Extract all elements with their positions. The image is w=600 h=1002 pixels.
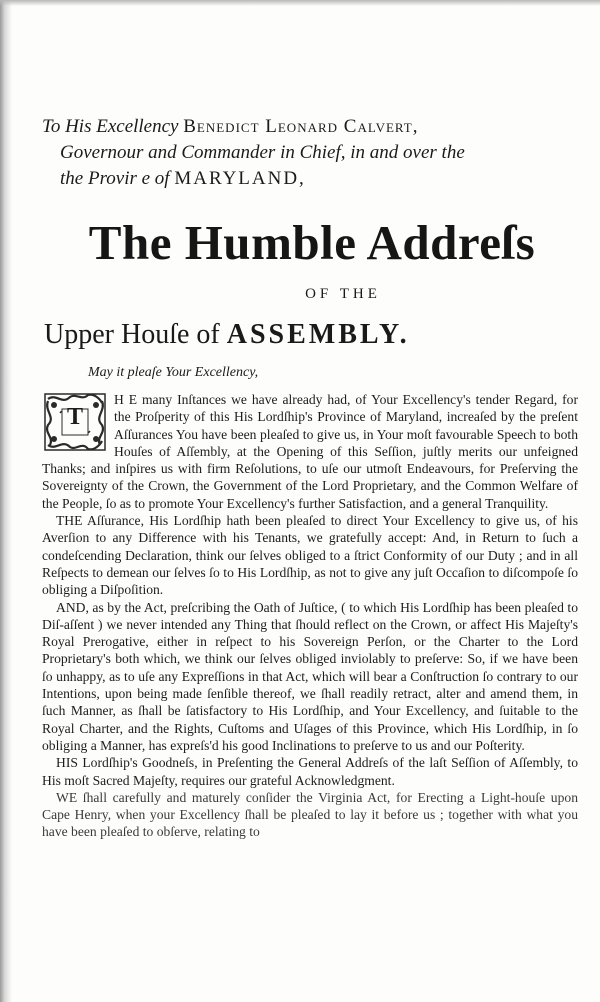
paragraph-3: AND, as by the Act, preſcribing the Oath of Juſtice, ( to which His Lordſhip has been pleaſed to Diſ-aſſent ) we never intended any Thing that ſhould reflect on the Crown, or affect His Majeſty's Royal Prerogative, either in reſpect to his Sovereign Perſon, or the Charter to the Lord Proprietary's both which, we think our ſelves obliged inviolably to preſerve: So, if we have been ſo unhappy, as to uſe any Expreſſions in that Act, which will bear a Conſtruction ſo contrary to our Intentions, upon being made ſenſible thereof, we ſhall readily retract, alter and amend them, in ſuch Manner, as ſhall be ſatisfactory to His Lordſhip, and Your Excellency, and ſuitable to the Royal Charter, and the Rights, Cuſtoms and Uſages of this Province, which His Lordſhip, in ſo obliging a Manner, has expreſs'd his good Inclinations to preſerve to us and our Poſterity. xyxy=(42,599,578,753)
salutation: May it pleaſe Your Excellency, xyxy=(88,365,259,380)
paragraph-1-text: H E many Inſtances we have already had, of Your Excellency's tender Regard, for the Proſperity of this His Lordſhip's Province of Maryland, increaſed by the preſent Aſſurances You have been pleaſed to give us, in Your moſt favourable Speech to both Houſes of Aſſembly, at the Opening of this Seſſion, juſtly merits our unfeigned Thanks; and inſpires us with firm Reſolutions, to uſe our utmoſt Endeavours, for Preſerving the Sovereignty of the Crown, the Government of the Lord Proprietary, and the Common Welfare of the People, ſo as to promote Your Excellency's further Satisfaction, and a general Tranquility. xyxy=(42,392,578,511)
address-body xyxy=(42,391,578,841)
addressee-province: MARYLAND, xyxy=(174,168,306,189)
drop-cap-ornament xyxy=(42,391,108,453)
document-content xyxy=(42,114,582,841)
subtitle-lead: Upper Houſe of xyxy=(44,319,220,350)
page-top-shadow xyxy=(0,0,600,6)
addressee-block xyxy=(42,114,582,192)
addressee-name: Benedict Leonard Calvert, xyxy=(183,116,419,137)
subtitle-caps: ASSEMBLY. xyxy=(226,319,410,350)
paragraph-2: THE Aſſurance, His Lordſhip hath been pleaſed to direct Your Excellency to give us, of his Averſion to any Difference with his Tenants, we gratefully accept: And, in Return to ſuch a condeſcending Declaration, think our ſelves obliged to a ſtrict Conformity of our Duty ; and in all Reſpects to demean our ſelves ſo to His Lordſhip, as not to give any juſt Occaſion to diſcompoſe ſo obliging a Diſpoſition. xyxy=(42,513,578,598)
page-left-shadow xyxy=(0,0,12,1002)
addressee-line-3: the Provir e of xyxy=(60,168,170,189)
drop-cap-letter: T xyxy=(66,404,83,430)
of-the-line: OF THE xyxy=(305,286,381,302)
paragraph-4: HIS Lordſhip's Goodneſs, in Preſenting the General Addreſs of the laſt Seſſion of Aſſembly, to His moſt Sacred Majeſty, requires our grateful Acknowledgment. xyxy=(42,755,578,788)
addressee-line-2: Governour and Commander in Chief, in and over the xyxy=(60,142,465,163)
addressee-prefix: To His Excellency xyxy=(42,116,179,137)
document-title: The Humble Addreſs xyxy=(88,215,536,270)
document-subtitle xyxy=(42,317,582,353)
paragraph-1 xyxy=(42,391,578,512)
paragraph-5: WE ſhall carefully and maturely conſider the Virginia Act, for Erecting a Light-houſe upon Cape Henry, when your Excellency ſhall be pleaſed to lay it before us ; together with what you have been pleaſed to obſerve, relating to xyxy=(42,789,578,840)
